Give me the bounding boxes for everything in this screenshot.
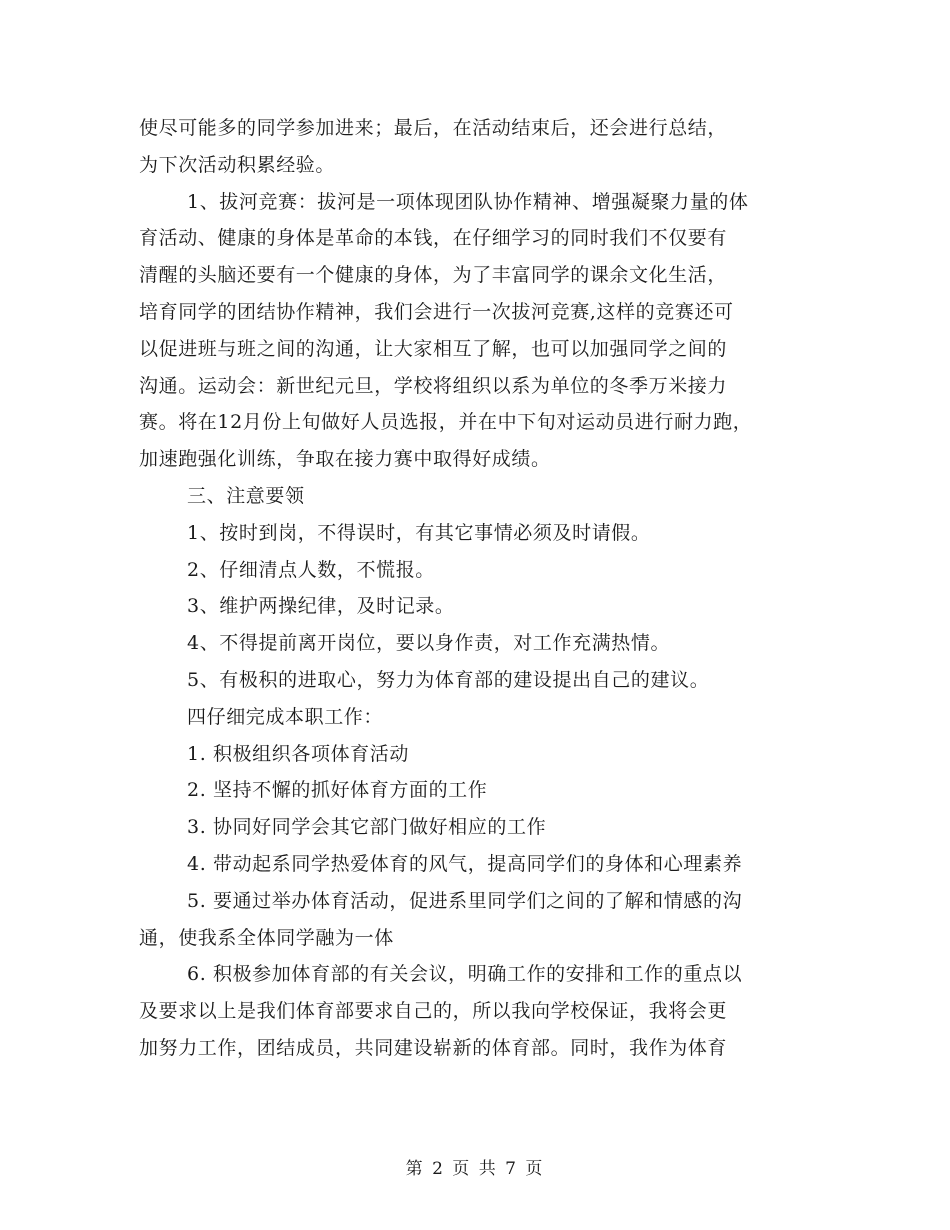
text-line: 1、拔河竞赛：拔河是一项体现团队协作精神、增强凝聚力量的体 [187,190,749,213]
text-line: 2、仔细清点人数，不慌报。 [187,558,435,581]
text-line: 清醒的头脑还要有一个健康的身体，为了丰富同学的课余文化生活， [139,264,728,287]
text-line: 以促进班与班之间的沟通，让大家相互了解，也可以加强同学之间的 [139,337,728,360]
text-line: 4. 带动起系同学热爱体育的风气，提高同学们的身体和心理素养 [187,852,743,875]
text-line: 育活动、健康的身体是革命的本钱，在仔细学习的同时我们不仅要有 [139,227,728,250]
text-line: 3. 协同好同学会其它部门做好相应的工作 [187,816,547,839]
text-line: 1、按时到岗，不得误时，有其它事情必须及时请假。 [187,521,651,544]
text-line: 使尽可能多的同学参加进来；最后，在活动结束后，还会进行总结， [139,117,728,139]
text-line: 赛。将在12月份上旬做好人员选报，并在中下旬对运动员进行耐力跑， [139,411,753,434]
text-line: 三、注意要领 [187,484,305,507]
text-line: 5、有极积的进取心，努力为体育部的建设提出自己的建议。 [187,668,710,691]
text-line: 及要求以上是我们体育部要求自己的，所以我向学校保证，我将会更 [139,1000,728,1023]
text-line: 沟通。运动会：新世纪元旦，学校将组织以系为单位的冬季万米接力 [139,374,728,397]
text-line: 3、维护两操纪律，及时记录。 [187,595,455,618]
text-line: 四仔细完成本职工作： [187,705,384,728]
text-line: 5. 要通过举办体育活动，促进系里同学们之间的了解和情感的沟 [187,889,743,912]
text-line: 1. 积极组织各项体育活动 [187,742,409,765]
text-line: 4、不得提前离开岗位，要以身作责，对工作充满热情。 [187,632,671,655]
text-line: 为下次活动积累经验。 [139,153,336,176]
text-line: 6. 积极参加体育部的有关会议，明确工作的安排和工作的重点以 [187,963,743,986]
text-line: 加速跑强化训练，争取在接力赛中取得好成绩。 [139,448,551,471]
text-line: 培育同学的团结协作精神，我们会进行一次拔河竞赛,这样的竞赛还可 [139,300,734,323]
text-line: 2. 坚持不懈的抓好体育方面的工作 [187,779,488,802]
text-line: 通，使我系全体同学融为一体 [139,926,394,949]
page-footer: 第 2 页 共 7 页 [405,1159,545,1179]
document-body [139,110,824,1067]
text-line: 加努力工作，团结成员，共同建设崭新的体育部。同时，我作为体育 [139,1036,728,1059]
